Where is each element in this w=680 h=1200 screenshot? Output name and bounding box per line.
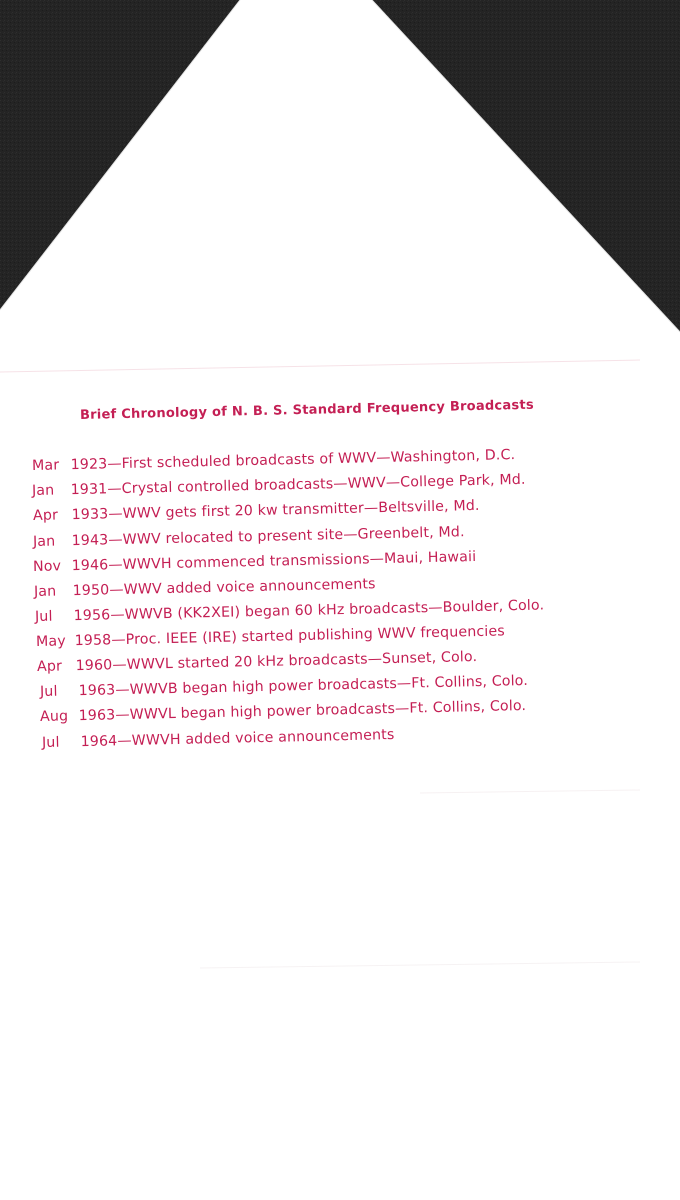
entry-text: 1943—WWV relocated to present site—Greenbelt, Md. bbox=[71, 524, 465, 550]
entry-month: Apr bbox=[32, 507, 59, 524]
chronology-entry bbox=[40, 673, 528, 700]
entry-month: May bbox=[35, 633, 66, 650]
entry-text: 1963—WWVL began high power broadcasts—Ft. Collins, Colo. bbox=[78, 697, 527, 725]
entry-text: 1963—WWVB began high power broadcasts—Ft. Collins, Colo. bbox=[78, 672, 529, 700]
document-heading: Brief Chronology of N. B. S. Standard Frequency Broadcasts bbox=[79, 397, 535, 423]
entry-text: 1946—WWVH commenced transmissions—Maui, Hawaii bbox=[71, 548, 477, 575]
entry-month: Jul bbox=[39, 683, 58, 700]
entry-month: Aug bbox=[39, 708, 69, 725]
entry-month: Jul bbox=[34, 608, 53, 625]
entry-text: 1923—First scheduled broadcasts of WWV—Washington, D.C. bbox=[70, 447, 516, 474]
entry-month: Jan bbox=[31, 482, 55, 499]
chronology-entry bbox=[34, 576, 376, 600]
entry-text: 1956—WWVB (KK2XEI) began 60 kHz broadcasts—Boulder, Colo. bbox=[73, 597, 545, 625]
entry-text: 1958—Proc. IEEE (IRE) started publishing WWV frequencies bbox=[74, 623, 506, 650]
chronology-entry bbox=[33, 498, 480, 524]
entry-month: Jul bbox=[41, 734, 60, 751]
chronology-entry bbox=[36, 623, 505, 650]
chronology-entry bbox=[37, 649, 478, 675]
entry-month: Jan bbox=[32, 533, 56, 550]
chronology-entry bbox=[40, 698, 526, 725]
entry-month: Mar bbox=[31, 457, 60, 474]
entry-text: 1964—WWVH added voice announcements bbox=[80, 727, 395, 751]
chronology-entry bbox=[42, 727, 395, 751]
chronology-entry bbox=[33, 549, 477, 575]
entry-month: Nov bbox=[32, 558, 62, 575]
entry-month: Apr bbox=[36, 658, 63, 675]
entry-text: 1950—WWV added voice announcements bbox=[72, 576, 376, 600]
chronology-entry bbox=[35, 597, 545, 625]
entry-text: 1931—Crystal controlled broadcasts—WWV—College Park, Md. bbox=[70, 471, 526, 499]
entry-text: 1960—WWVL started 20 kHz broadcasts—Sunset, Colo. bbox=[75, 649, 478, 675]
chronology-entry bbox=[33, 524, 465, 550]
chronology-entry bbox=[32, 472, 526, 499]
chronology-entry bbox=[32, 447, 516, 474]
entry-text: 1933—WWV gets first 20 kw transmitter—Beltsville, Md. bbox=[71, 497, 480, 524]
entry-month: Jan bbox=[33, 583, 57, 600]
